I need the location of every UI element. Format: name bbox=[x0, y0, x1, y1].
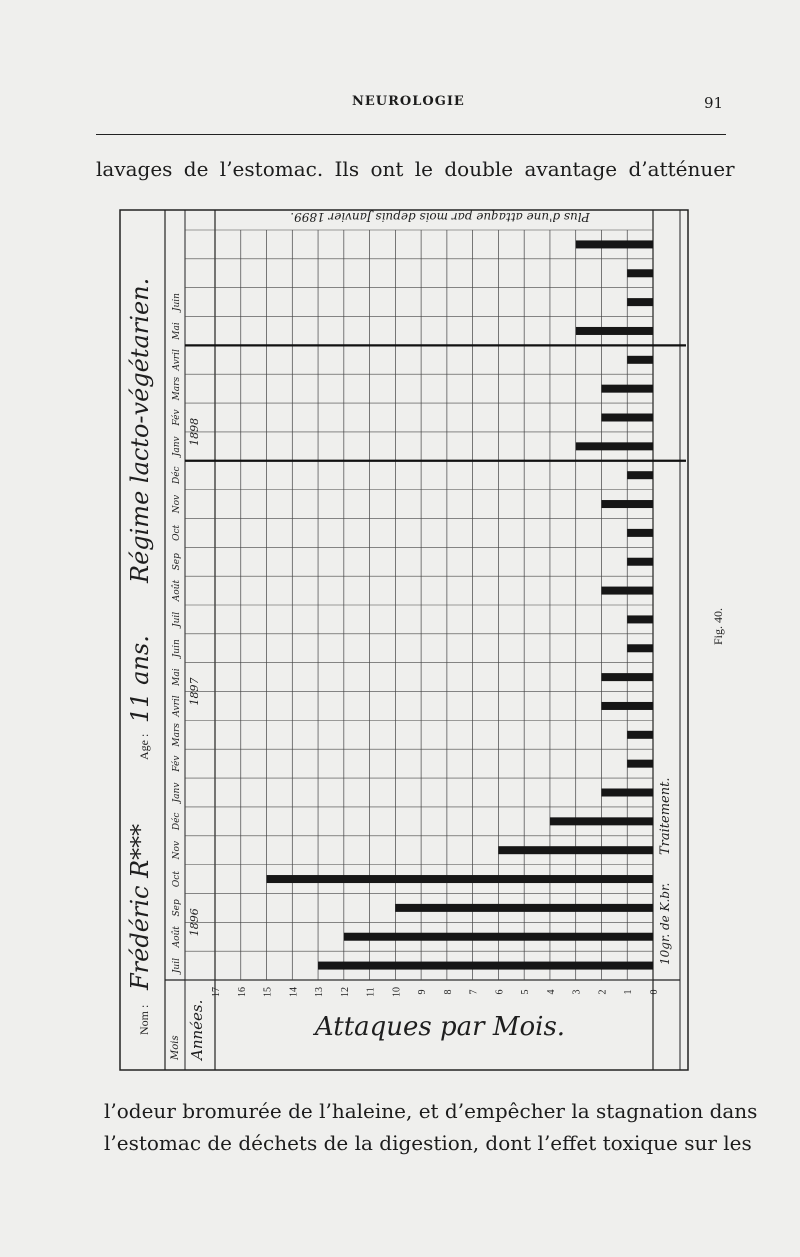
attack-bar bbox=[601, 702, 653, 710]
attack-bar bbox=[318, 962, 653, 970]
attack-bar bbox=[498, 846, 653, 854]
month-label: Janv bbox=[172, 436, 182, 457]
x-tick-label: 13 bbox=[314, 987, 326, 997]
x-tick-label: 14 bbox=[288, 987, 300, 997]
attack-bar bbox=[344, 933, 653, 941]
x-tick-label: 2 bbox=[597, 989, 609, 995]
header-rule bbox=[96, 134, 726, 135]
attack-bar bbox=[601, 414, 653, 422]
page-number: 91 bbox=[704, 94, 724, 112]
year-label: 1896 bbox=[188, 908, 201, 937]
month-label: Sep bbox=[172, 553, 182, 571]
month-label: Déc bbox=[172, 466, 182, 484]
month-label: Nov bbox=[172, 840, 182, 860]
mois-label: Mois bbox=[170, 1035, 181, 1060]
running-head: NEUROLOGIE bbox=[352, 94, 465, 109]
x-tick-label: 4 bbox=[545, 989, 557, 995]
patient-name: Frédéric R*** bbox=[126, 823, 154, 990]
year-label: 1898 bbox=[188, 417, 201, 446]
attack-bar bbox=[576, 240, 653, 248]
attack-bar bbox=[627, 471, 653, 479]
month-label: Déc bbox=[172, 812, 182, 831]
figure-caption: Fig. 40. bbox=[711, 607, 725, 645]
body-text-top: lavages de l’estomac. Ils ont le double avantage d’atténuer bbox=[96, 157, 735, 181]
attack-bar bbox=[627, 731, 653, 739]
x-tick-label: 5 bbox=[520, 989, 532, 995]
attack-bar bbox=[395, 904, 653, 912]
month-label: Mars bbox=[172, 723, 182, 747]
month-label: Fév bbox=[172, 409, 182, 426]
month-label: Août bbox=[172, 579, 182, 602]
x-tick-label: 3 bbox=[571, 989, 583, 995]
body-text-bottom-1: l’odeur bromurée de l’haleine, et d’empêcher la stagnation dans bbox=[104, 1099, 758, 1123]
attack-bar bbox=[601, 587, 653, 595]
month-label: Mai bbox=[172, 668, 182, 686]
attack-bar bbox=[627, 269, 653, 277]
body-text-bottom-2: l’estomac de déchets de la digestion, dont l’effet toxique sur les bbox=[104, 1131, 752, 1155]
seizure-chart bbox=[110, 205, 725, 1080]
attack-bar bbox=[576, 442, 653, 450]
attack-bar bbox=[601, 789, 653, 797]
month-label: Janv bbox=[172, 782, 182, 803]
attack-bar bbox=[576, 327, 653, 335]
x-tick-label: 10 bbox=[391, 987, 403, 997]
month-label: Oct bbox=[172, 524, 182, 541]
age-label: Age : bbox=[137, 733, 151, 760]
x-tick-label: 7 bbox=[468, 989, 480, 995]
attack-bar bbox=[627, 356, 653, 364]
x-tick-label: 15 bbox=[262, 987, 274, 997]
month-label: Nov bbox=[172, 494, 182, 514]
x-tick-label: 16 bbox=[236, 987, 248, 997]
attack-bar bbox=[627, 558, 653, 566]
x-tick-label: 9 bbox=[417, 989, 429, 995]
attack-bar bbox=[601, 385, 653, 393]
x-axis-title: Attaques par Mois. bbox=[314, 1012, 566, 1042]
month-label: Avril bbox=[172, 349, 182, 371]
month-label: Juil bbox=[172, 611, 182, 628]
x-tick-label: 0 bbox=[649, 989, 660, 995]
month-label: Fév bbox=[172, 755, 182, 772]
x-tick-label: 12 bbox=[339, 987, 351, 997]
seizure-chart-figure bbox=[110, 205, 725, 1080]
treatment-label: Traitement. bbox=[658, 777, 673, 855]
month-label: Mai bbox=[172, 322, 182, 340]
x-tick-label: 6 bbox=[494, 989, 506, 995]
x-tick-label: 11 bbox=[365, 987, 377, 997]
x-tick-label: 8 bbox=[442, 989, 454, 995]
month-label: Juil bbox=[172, 957, 182, 974]
month-label: Juin bbox=[172, 639, 182, 658]
diet-label: Régime lacto-végétarien. bbox=[126, 277, 154, 583]
attack-bar bbox=[267, 875, 653, 883]
attack-bar bbox=[627, 529, 653, 537]
month-label: Avril bbox=[172, 695, 182, 717]
patient-name-label: Nom : bbox=[137, 1004, 151, 1035]
x-tick-label: 1 bbox=[623, 989, 635, 995]
attack-bar bbox=[550, 817, 653, 825]
annees-label: Années. bbox=[188, 999, 206, 1060]
attack-bar bbox=[601, 673, 653, 681]
attack-bar bbox=[601, 500, 653, 508]
year-label: 1897 bbox=[188, 677, 201, 706]
month-label: Mars bbox=[172, 376, 182, 401]
attack-bar bbox=[627, 760, 653, 768]
treatment-dose-label: 10gr. de K.br. bbox=[658, 882, 672, 965]
x-tick-label: 17 bbox=[211, 987, 222, 997]
attack-bar bbox=[627, 644, 653, 652]
top-note: Plus d'une attaque par mois depuis Janvier 1899. bbox=[290, 210, 590, 224]
month-label: Août bbox=[172, 926, 182, 948]
month-label: Juin bbox=[172, 293, 182, 312]
attack-bar bbox=[627, 615, 653, 623]
attack-bar bbox=[627, 298, 653, 306]
age-value: 11 ans. bbox=[126, 635, 154, 723]
month-label: Oct bbox=[172, 871, 182, 888]
chart-border bbox=[120, 210, 688, 1070]
month-label: Sep bbox=[172, 899, 182, 917]
